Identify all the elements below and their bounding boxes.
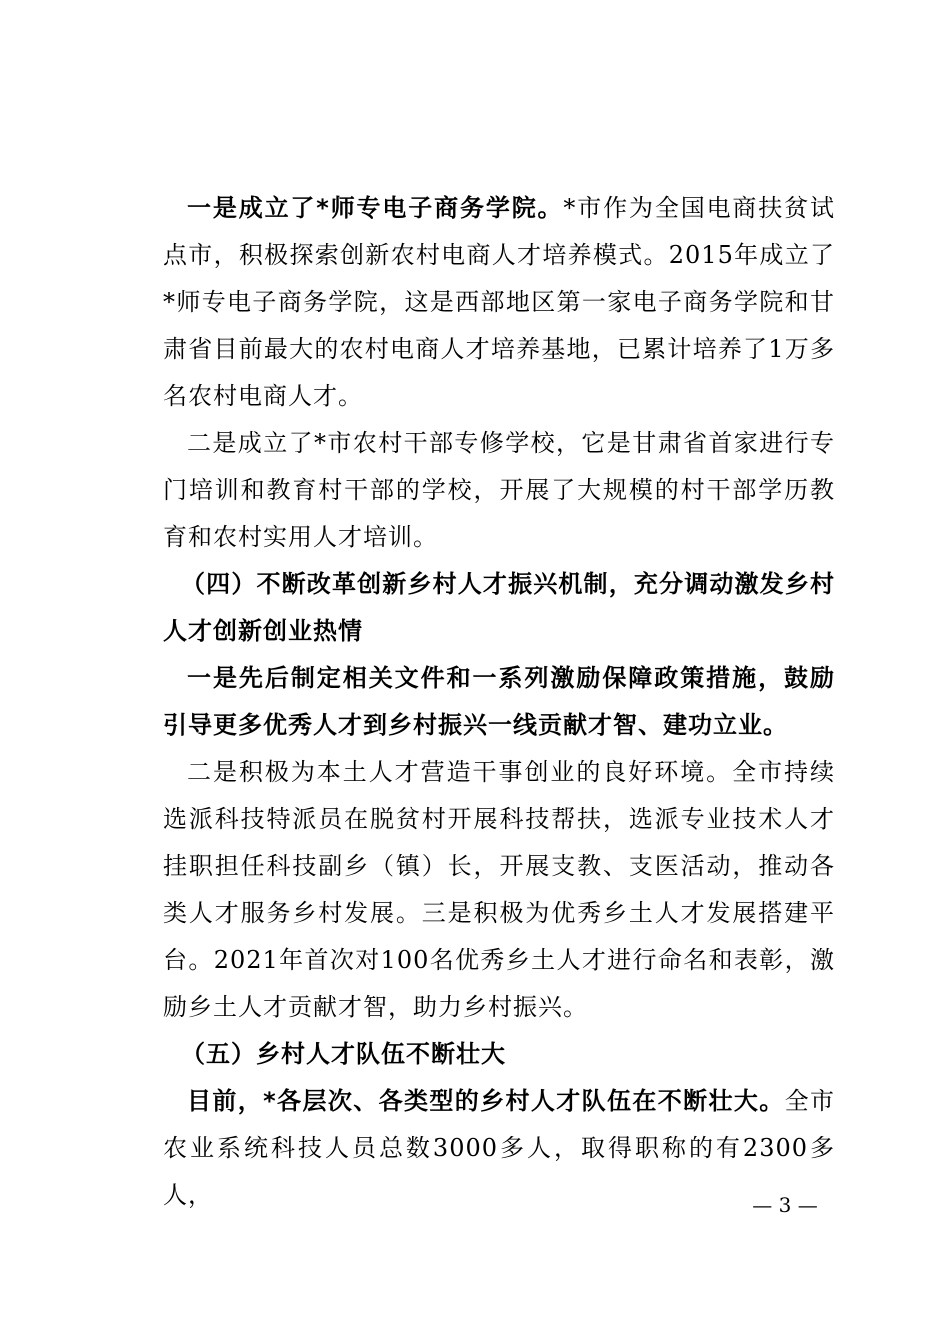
paragraph-3 <box>163 655 835 749</box>
section-heading-5 <box>163 1031 835 1078</box>
paragraph-1 <box>163 185 835 420</box>
section-heading-4-text: （四）不断改革创新乡村人才振兴机制，充分调动激发乡村人才创新创业热情 <box>163 570 835 645</box>
section-heading-5-text: （五）乡村人才队伍不断壮大 <box>181 1040 506 1068</box>
document-body <box>163 185 835 1219</box>
paragraph-4-text: 二是积极为本土人才营造干事创业的良好环境。全市持续选派科技特派员在脱贫村开展科技帮扶，选派专业技术人才挂职担任科技副乡（镇）长，开展支教、支医活动，推动各类人才服务乡村发展。三是积极为优秀乡土人才发展搭建平台。2021年首次对100名优秀乡土人才进行命名和表彰，激励乡土人才贡献才智，助力乡村振兴。 <box>163 758 835 1021</box>
paragraph-4 <box>163 749 835 1031</box>
paragraph-1-lead: 一是成立了*师专电子商务学院。 <box>187 194 564 222</box>
paragraph-5-text: 全市农业系统科技人员总数3000多人，取得职称的有2300多人， <box>163 1087 835 1209</box>
paragraph-1-text: *市作为全国电商扶贫试点市，积极探索创新农村电商人才培养模式。2015年成立了*师专电子商务学院，这是西部地区第一家电子商务学院和甘肃省目前最大的农村电商人才培养基地，已累计培养了1万多名农村电商人才。 <box>163 194 835 410</box>
paragraph-5-lead: 目前，*各层次、各类型的乡村人才队伍在不断壮大。 <box>187 1087 785 1115</box>
paragraph-2-text: 二是成立了*市农村干部专修学校，它是甘肃省首家进行专门培训和教育村干部的学校，开展了大规模的村干部学历教育和农村实用人才培训。 <box>163 429 835 551</box>
section-heading-4 <box>163 561 835 655</box>
paragraph-5 <box>163 1078 835 1219</box>
paragraph-3-lead: 一是先后制定相关文件和一系列激励保障政策措施，鼓励引导更多优秀人才到乡村振兴一线贡献才智、建功立业。 <box>163 664 835 739</box>
paragraph-2 <box>163 420 835 561</box>
page-number: — 3 — <box>752 1193 818 1217</box>
